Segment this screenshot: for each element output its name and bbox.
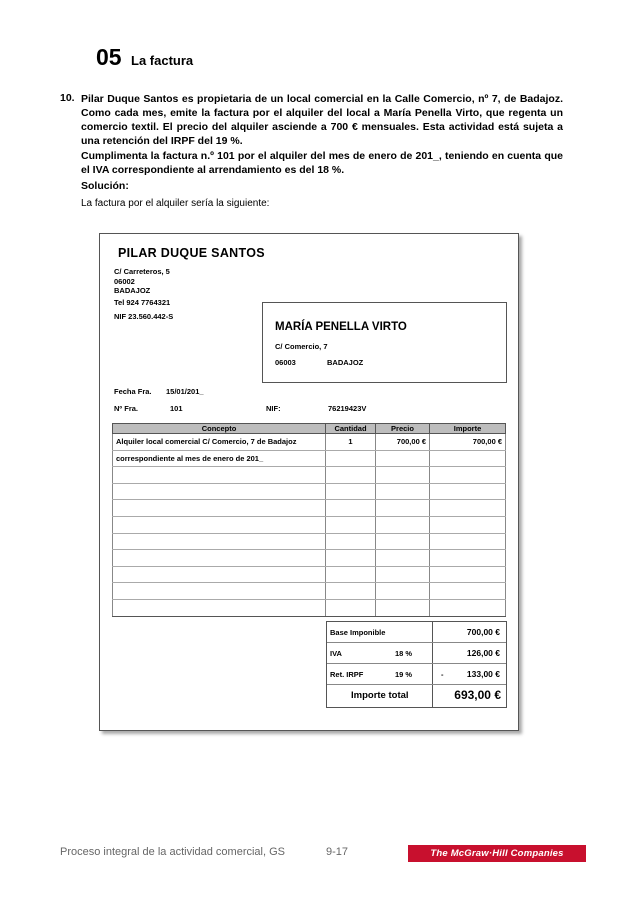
concepto-cell bbox=[113, 599, 326, 616]
issuer-city: BADAJOZ bbox=[114, 286, 151, 295]
cantidad-cell bbox=[326, 483, 376, 500]
nif-label: NIF: bbox=[266, 404, 281, 413]
cantidad-cell bbox=[326, 583, 376, 600]
irpf-sign: - bbox=[441, 670, 444, 679]
iva-label: IVA bbox=[330, 649, 342, 658]
concepto-cell bbox=[113, 533, 326, 550]
concepto-cell: Alquiler local comercial C/ Comercio, 7 de Badajoz bbox=[113, 434, 326, 451]
precio-cell bbox=[376, 550, 430, 567]
date-value: 15/01/201_ bbox=[166, 387, 204, 396]
concepto-cell bbox=[113, 550, 326, 567]
base-row bbox=[327, 622, 506, 643]
table-row bbox=[113, 500, 506, 517]
issuer-name: PILAR DUQUE SANTOS bbox=[118, 246, 265, 260]
table-row bbox=[113, 566, 506, 583]
solution-label: Solución: bbox=[81, 180, 129, 192]
precio-cell bbox=[376, 566, 430, 583]
nif-value: 76219423V bbox=[328, 404, 367, 413]
irpf-rate: 19 % bbox=[395, 670, 413, 679]
base-value: 700,00 € bbox=[466, 627, 500, 637]
importe-cell bbox=[430, 566, 506, 583]
total-label: Importe total bbox=[351, 690, 409, 701]
number-value: 101 bbox=[170, 404, 183, 413]
precio-cell bbox=[376, 599, 430, 616]
cantidad-cell bbox=[326, 450, 376, 467]
precio-cell bbox=[376, 583, 430, 600]
importe-cell bbox=[430, 533, 506, 550]
exercise-task: Cumplimenta la factura n.º 101 por el alquiler del mes de enero de 201_, teniendo en cuenta que el IVA correspondiente al arrendamiento es del 18 %. bbox=[81, 150, 563, 176]
importe-cell bbox=[430, 583, 506, 600]
iva-value: 126,00 € bbox=[466, 648, 500, 658]
cantidad-cell bbox=[326, 550, 376, 567]
table-header-row bbox=[113, 424, 506, 434]
concepto-cell bbox=[113, 516, 326, 533]
client-address: C/ Comercio, 7 bbox=[275, 342, 328, 351]
concepto-cell: correspondiente al mes de enero de 201_ bbox=[113, 450, 326, 467]
issuer-phone: Tel 924 7764321 bbox=[114, 298, 171, 307]
column-header: Concepto bbox=[113, 424, 326, 434]
solution-text: La factura por el alquiler sería la siguiente: bbox=[81, 198, 270, 209]
footer-course: Proceso integral de la actividad comercial, GS bbox=[60, 846, 285, 858]
precio-cell bbox=[376, 500, 430, 517]
client-city: BADAJOZ bbox=[327, 358, 364, 367]
table-row bbox=[113, 599, 506, 616]
cantidad-cell bbox=[326, 516, 376, 533]
concepto-cell bbox=[113, 566, 326, 583]
precio-cell bbox=[376, 450, 430, 467]
precio-cell bbox=[376, 467, 430, 484]
importe-cell bbox=[430, 483, 506, 500]
table-row bbox=[113, 467, 506, 484]
importe-cell bbox=[430, 450, 506, 467]
totals-box bbox=[326, 621, 507, 708]
table-row bbox=[113, 583, 506, 600]
irpf-value: 133,00 € bbox=[466, 669, 500, 679]
table-row bbox=[113, 550, 506, 567]
total-row bbox=[327, 685, 506, 707]
chapter-title: La factura bbox=[131, 53, 194, 68]
client-postal-code: 06003 bbox=[275, 358, 296, 367]
table-row bbox=[113, 483, 506, 500]
cantidad-cell bbox=[326, 467, 376, 484]
cantidad-cell bbox=[326, 533, 376, 550]
concepto-cell bbox=[113, 467, 326, 484]
cantidad-cell: 1 bbox=[326, 434, 376, 451]
cantidad-cell bbox=[326, 566, 376, 583]
number-label: Nº Fra. bbox=[114, 404, 138, 413]
importe-cell bbox=[430, 467, 506, 484]
column-header: Cantidad bbox=[326, 424, 376, 434]
total-value: 693,00 € bbox=[454, 688, 501, 702]
issuer-address: C/ Carreteros, 5 bbox=[114, 267, 170, 276]
table-row bbox=[113, 533, 506, 550]
irpf-label: Ret. IRPF bbox=[330, 670, 364, 679]
importe-cell bbox=[430, 516, 506, 533]
importe-cell: 700,00 € bbox=[430, 434, 506, 451]
importe-cell bbox=[430, 599, 506, 616]
invoice bbox=[99, 233, 519, 731]
precio-cell bbox=[376, 516, 430, 533]
column-header: Precio bbox=[376, 424, 430, 434]
exercise-number: 10. bbox=[60, 92, 75, 104]
precio-cell: 700,00 € bbox=[376, 434, 430, 451]
table-row bbox=[113, 434, 506, 451]
concepto-cell bbox=[113, 500, 326, 517]
cantidad-cell bbox=[326, 599, 376, 616]
precio-cell bbox=[376, 483, 430, 500]
footer-page-number: 9-17 bbox=[326, 846, 349, 858]
table-row bbox=[113, 450, 506, 467]
base-label: Base Imponible bbox=[330, 628, 386, 637]
column-header: Importe bbox=[430, 424, 506, 434]
client-name: MARÍA PENELLA VIRTO bbox=[275, 321, 407, 333]
importe-cell bbox=[430, 500, 506, 517]
iva-row bbox=[327, 643, 506, 664]
importe-cell bbox=[430, 550, 506, 567]
chapter-number: 05 bbox=[96, 44, 122, 70]
concepto-cell bbox=[113, 583, 326, 600]
issuer-nif: NIF 23.560.442-S bbox=[114, 312, 174, 321]
exercise-statement: Pilar Duque Santos es propietaria de un local comercial en la Calle Comercio, nº 7, de Badajoz. Como cada mes, emite la factura por el alquiler del local a María Penella Virto, que regenta un comercio textil. El precio del alquiler asciende a 700 € mensuales. Esta actividad está sujeta a una retención del IRPF del 19 %. bbox=[81, 93, 563, 147]
issuer-postal-code: 06002 bbox=[114, 277, 135, 286]
cantidad-cell bbox=[326, 500, 376, 517]
concepto-cell bbox=[113, 483, 326, 500]
publisher-logo: The McGraw·Hill Companies bbox=[408, 845, 586, 862]
date-label: Fecha Fra. bbox=[114, 387, 152, 396]
irpf-row bbox=[327, 664, 506, 685]
iva-rate: 18 % bbox=[395, 649, 413, 658]
items-table bbox=[112, 423, 506, 617]
table-row bbox=[113, 516, 506, 533]
precio-cell bbox=[376, 533, 430, 550]
